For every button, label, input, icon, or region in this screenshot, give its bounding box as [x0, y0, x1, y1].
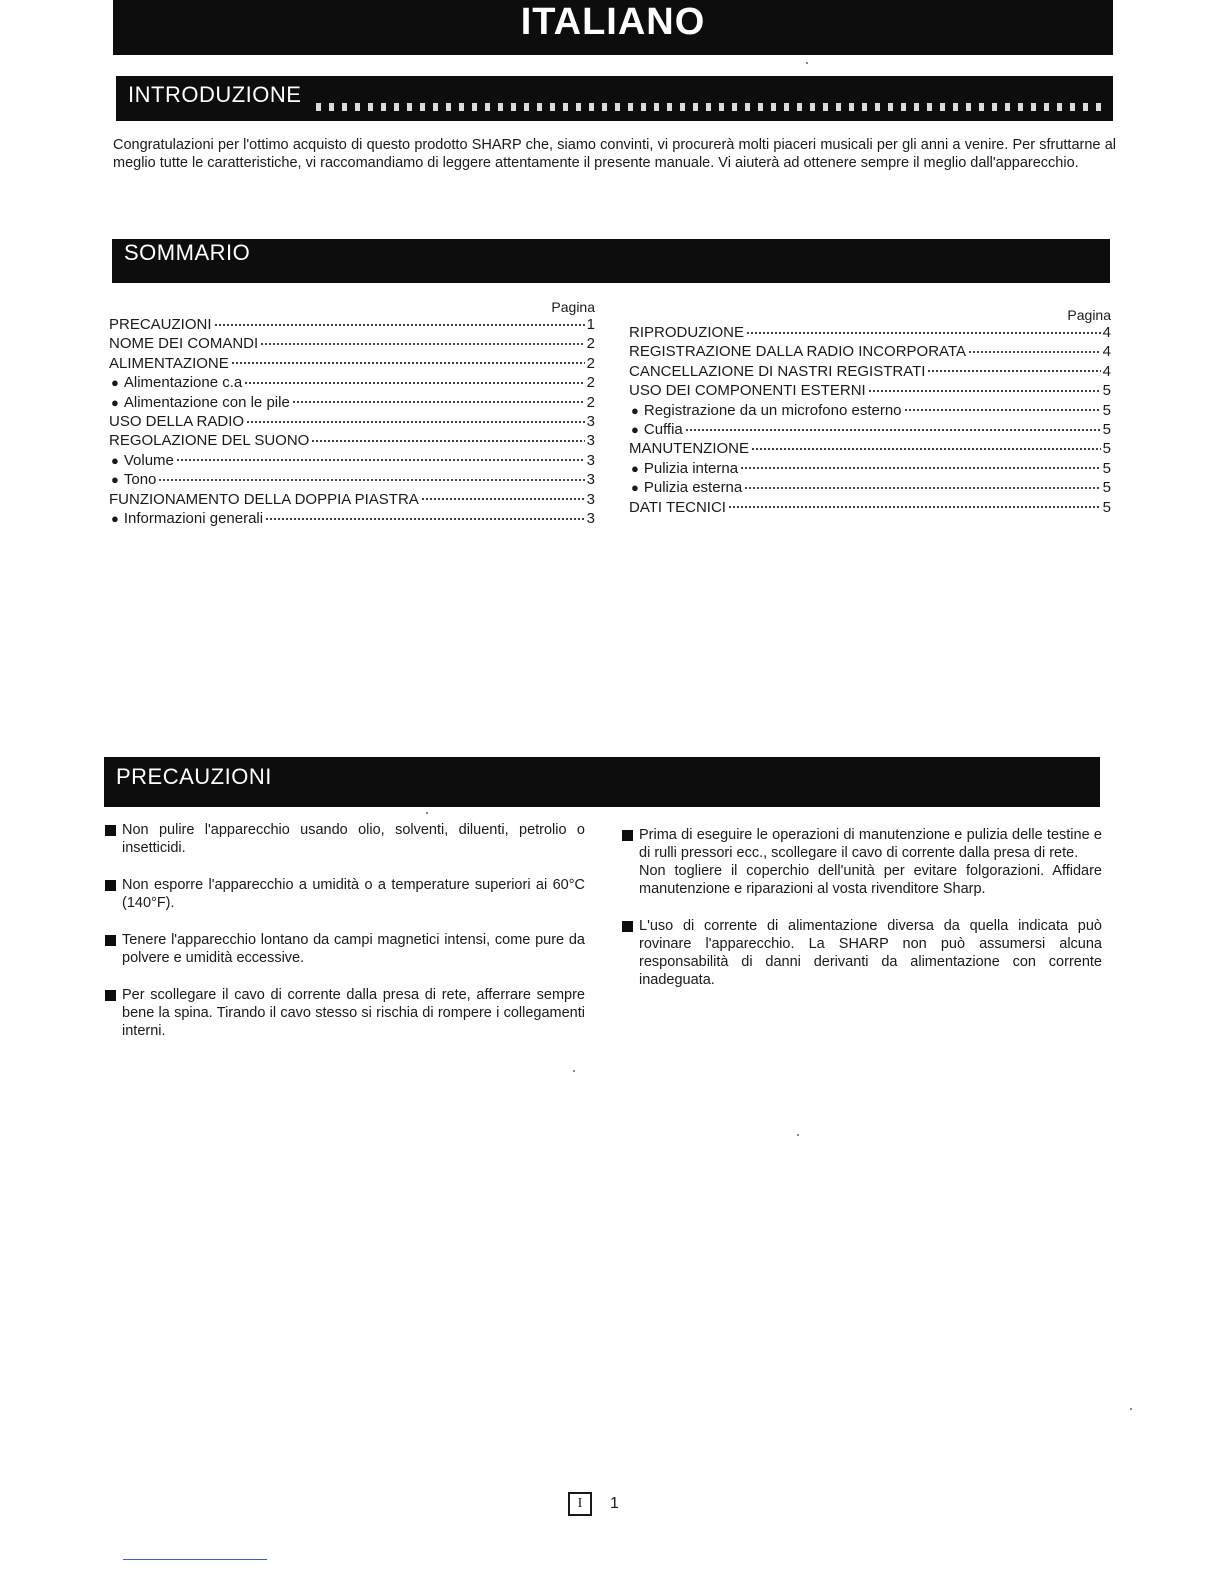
- bullet-icon: ●: [111, 472, 119, 488]
- scan-speck: [806, 62, 808, 64]
- bullet-icon: ●: [111, 452, 119, 468]
- toc-entry-title: [629, 381, 866, 400]
- toc-entry: [109, 334, 595, 353]
- dot-leader: [158, 478, 584, 482]
- toc-entry-page: 4: [1102, 324, 1111, 341]
- section-heading-sommario: SOMMARIO: [112, 239, 1110, 283]
- toc-entry-text: RIPRODUZIONE: [629, 324, 745, 341]
- toc-entry-text: Pulizia esterna: [643, 479, 743, 497]
- toc-entry-page: 2: [586, 354, 595, 372]
- toc-entry-page: 2: [586, 393, 595, 411]
- toc-entry: [629, 439, 1111, 458]
- toc-entry-text: MANUTENZIONE: [629, 440, 749, 458]
- dot-leader: [292, 400, 585, 404]
- precaution-item: [105, 986, 585, 1040]
- toc-entry-title: [629, 362, 925, 381]
- toc-entry-title: [109, 354, 229, 373]
- dot-leader: [176, 458, 585, 462]
- section-letter-box: I: [568, 1492, 592, 1516]
- toc-entry: [109, 431, 595, 450]
- toc-entry-title: [629, 498, 726, 517]
- bullet-icon: ●: [631, 480, 639, 496]
- dot-leader: [265, 517, 585, 521]
- toc-entry-text: CANCELLAZIONE DI NASTRI REGISTRATI: [629, 362, 926, 380]
- square-bullet-icon: [622, 830, 633, 841]
- bullet-icon: ●: [631, 402, 639, 418]
- toc-entry-title: [629, 459, 738, 478]
- page-footer: [568, 1492, 619, 1516]
- dot-leader: [728, 505, 1101, 509]
- dot-leader: [746, 331, 1101, 335]
- toc-entry-text: REGISTRAZIONE DALLA RADIO INCORPORATA: [629, 343, 967, 361]
- section-heading-precauzioni: PRECAUZIONI: [104, 757, 1100, 807]
- toc-entry: [109, 490, 595, 509]
- toc-entry-title: [109, 315, 212, 334]
- toc-entry-page: 5: [1102, 440, 1111, 458]
- toc-entry-page: 3: [586, 471, 595, 489]
- toc-entry-title: [629, 401, 902, 420]
- toc-entry-text: Informazioni generali: [123, 509, 264, 527]
- square-bullet-icon: [105, 825, 116, 836]
- toc-entry-page: 2: [586, 335, 595, 353]
- toc-entry-title: [109, 412, 244, 431]
- precaution-item: [622, 826, 1102, 898]
- intro-paragraph: Congratulazioni per l'ottimo acquisto di questo prodotto SHARP che, siamo convinti, vi procurerà molti piaceri musicali per gli anni a venire. Per sfruttarne al meglio tutte le caratteristiche, vi raccomandiamo di leggere attentamente il presente manuale. Vi aiuterà ad ottenere sempre il meglio dall'apparecchio.: [113, 137, 1116, 171]
- toc-entry-page: 3: [586, 490, 595, 508]
- toc-entry: [109, 509, 595, 528]
- dot-leader: [740, 466, 1101, 470]
- toc-entry-text: DATI TECNICI: [629, 498, 726, 516]
- toc-entry-page: 5: [1102, 401, 1111, 419]
- precaution-text: Prima di eseguire le operazioni di manutenzione e pulizia delle testine e di rulli pressori ecc., scollegare il cavo di corrente dalla presa di rete.: [639, 827, 1102, 861]
- bullet-icon: ●: [111, 394, 119, 410]
- toc-entry-page: 4: [1102, 343, 1111, 361]
- dot-leader: [260, 342, 584, 346]
- dot-leader: [968, 350, 1101, 354]
- dot-leader: [685, 428, 1101, 432]
- toc-entry-text: USO DEI COMPONENTI ESTERNI: [629, 382, 866, 400]
- toc-entry-title: [629, 323, 744, 342]
- toc-entry-title: [629, 420, 683, 439]
- toc-entry-text: Volume: [123, 451, 174, 469]
- toc-entry-text: Alimentazione c.a: [123, 374, 243, 392]
- toc-entry: [109, 412, 595, 431]
- square-bullet-icon: [105, 935, 116, 946]
- toc-entry-title: [109, 431, 309, 450]
- toc-entry-text: Tono: [123, 471, 157, 489]
- toc-entry-page: 3: [586, 451, 595, 469]
- toc-entry: [629, 362, 1111, 381]
- bullet-icon: ●: [111, 375, 119, 391]
- scan-speck: [797, 1134, 799, 1136]
- dot-leader: [231, 361, 585, 365]
- toc-entry: [629, 420, 1111, 439]
- toc-entry-page: 5: [1102, 459, 1111, 477]
- toc-entry-title: [109, 509, 263, 528]
- square-bullet-icon: [105, 880, 116, 891]
- toc-entry-page: 3: [586, 509, 595, 527]
- toc-entry-title: [109, 393, 290, 412]
- toc-entry-page: 1: [586, 316, 595, 333]
- toc-entry-page: 5: [1102, 479, 1111, 497]
- dot-leader: [744, 486, 1100, 490]
- toc-right-column: [629, 307, 1111, 517]
- toc-entry: [629, 342, 1111, 361]
- toc-entry: [629, 323, 1111, 342]
- toc-entry-text: PRECAUZIONI: [109, 316, 212, 333]
- toc-entry: [629, 498, 1111, 517]
- toc-entry-page: 3: [586, 432, 595, 450]
- page-number: 1: [610, 1495, 619, 1512]
- dot-leader: [904, 408, 1101, 412]
- toc-entry-page: 5: [1102, 382, 1111, 400]
- bullet-icon: ●: [111, 510, 119, 526]
- precaution-item: [105, 876, 585, 912]
- dot-leader: [421, 497, 585, 501]
- toc-entry-title: [629, 478, 742, 497]
- precaution-item: [622, 917, 1102, 989]
- dot-leader: [751, 447, 1101, 451]
- toc-entry-text: REGOLAZIONE DEL SUONO: [109, 432, 310, 450]
- toc-entry: [629, 459, 1111, 478]
- precaution-text: Per scollegare il cavo di corrente dalla presa di rete, afferrare sempre bene la spina. Tirando il cavo stesso si rischia di rompere i collegamenti interni.: [122, 987, 585, 1039]
- bullet-icon: ●: [631, 421, 639, 437]
- scan-speck: [573, 1070, 575, 1072]
- toc-entry-text: NOME DEI COMANDI: [109, 335, 259, 353]
- precaution-item: [105, 931, 585, 967]
- toc-page-column-label: Pagina: [551, 299, 595, 315]
- bullet-icon: ●: [631, 460, 639, 476]
- toc-page-column-label: Pagina: [1067, 307, 1111, 323]
- dot-leader: [868, 389, 1101, 393]
- dot-leader: [246, 420, 585, 424]
- toc-entry-title: [109, 451, 174, 470]
- precaution-text: Non esporre l'apparecchio a umidità o a temperature superiori ai 60°C (140°F).: [122, 877, 585, 911]
- precautions-right-column: [622, 826, 1102, 1008]
- toc-entry-text: FUNZIONAMENTO DELLA DOPPIA PIASTRA: [109, 490, 419, 508]
- dot-leader: [214, 323, 585, 327]
- toc-entry: [629, 478, 1111, 497]
- toc-entry: [629, 381, 1111, 400]
- toc-entry: [109, 373, 595, 392]
- toc-entry-page: 2: [586, 374, 595, 392]
- scan-speck: [426, 812, 428, 814]
- toc-entry-title: [109, 373, 242, 392]
- toc-entry-text: Pulizia interna: [643, 459, 739, 477]
- toc-entry: [629, 401, 1111, 420]
- toc-entry-text: USO DELLA RADIO: [109, 412, 245, 430]
- toc-entry-title: [109, 334, 258, 353]
- toc-entry: [109, 451, 595, 470]
- page-language-banner: ITALIANO: [113, 0, 1113, 55]
- precaution-text: L'uso di corrente di alimentazione diversa da quella indicata può rovinare l'apparecchio. La SHARP non può assumersi alcuna responsabilità di danni derivanti da alimentazione con corrente inadeguata.: [639, 918, 1102, 988]
- toc-entry-title: [109, 470, 156, 489]
- toc-entry-page: 4: [1102, 362, 1111, 380]
- square-bullet-icon: [622, 921, 633, 932]
- toc-entry-title: [629, 439, 749, 458]
- toc-entry-page: 3: [586, 412, 595, 430]
- footer-rule: [123, 1559, 267, 1560]
- dot-leader: [927, 369, 1100, 373]
- precaution-extra-text: Non togliere il coperchio dell'unità per evitare folgorazioni. Affidare manutenzione e riparazioni al vosta rivenditore Sharp.: [639, 863, 1102, 897]
- toc-entry-text: Registrazione da un microfono esterno: [643, 401, 902, 419]
- toc-entry-text: Alimentazione con le pile: [123, 393, 290, 411]
- toc-entry: [109, 354, 595, 373]
- toc-entry-title: [629, 342, 966, 361]
- heading-dotted-band: [316, 103, 1109, 111]
- section-heading-introduzione: [116, 76, 1113, 121]
- scan-speck: [1130, 1408, 1132, 1410]
- precaution-item: [105, 821, 585, 857]
- square-bullet-icon: [105, 990, 116, 1001]
- dot-leader: [311, 439, 584, 443]
- toc-entry-page: 5: [1102, 420, 1111, 438]
- toc-entry: [109, 470, 595, 489]
- toc-entry-page: 5: [1102, 498, 1111, 516]
- toc-entry: [109, 393, 595, 412]
- precaution-text: Non pulire l'apparecchio usando olio, solventi, diluenti, petrolio o insetticidi.: [122, 822, 585, 856]
- toc-entry-text: Cuffia: [643, 420, 683, 438]
- section-heading-label: INTRODUZIONE: [128, 82, 302, 107]
- toc-entry: [109, 315, 595, 334]
- toc-entry-title: [109, 490, 419, 509]
- dot-leader: [244, 381, 584, 385]
- toc-left-column: [109, 299, 595, 528]
- precaution-text: Tenere l'apparecchio lontano da campi magnetici intensi, come pure da polvere e umidità eccessive.: [122, 932, 585, 966]
- toc-entry-text: ALIMENTAZIONE: [109, 354, 229, 372]
- precautions-left-column: [105, 821, 585, 1059]
